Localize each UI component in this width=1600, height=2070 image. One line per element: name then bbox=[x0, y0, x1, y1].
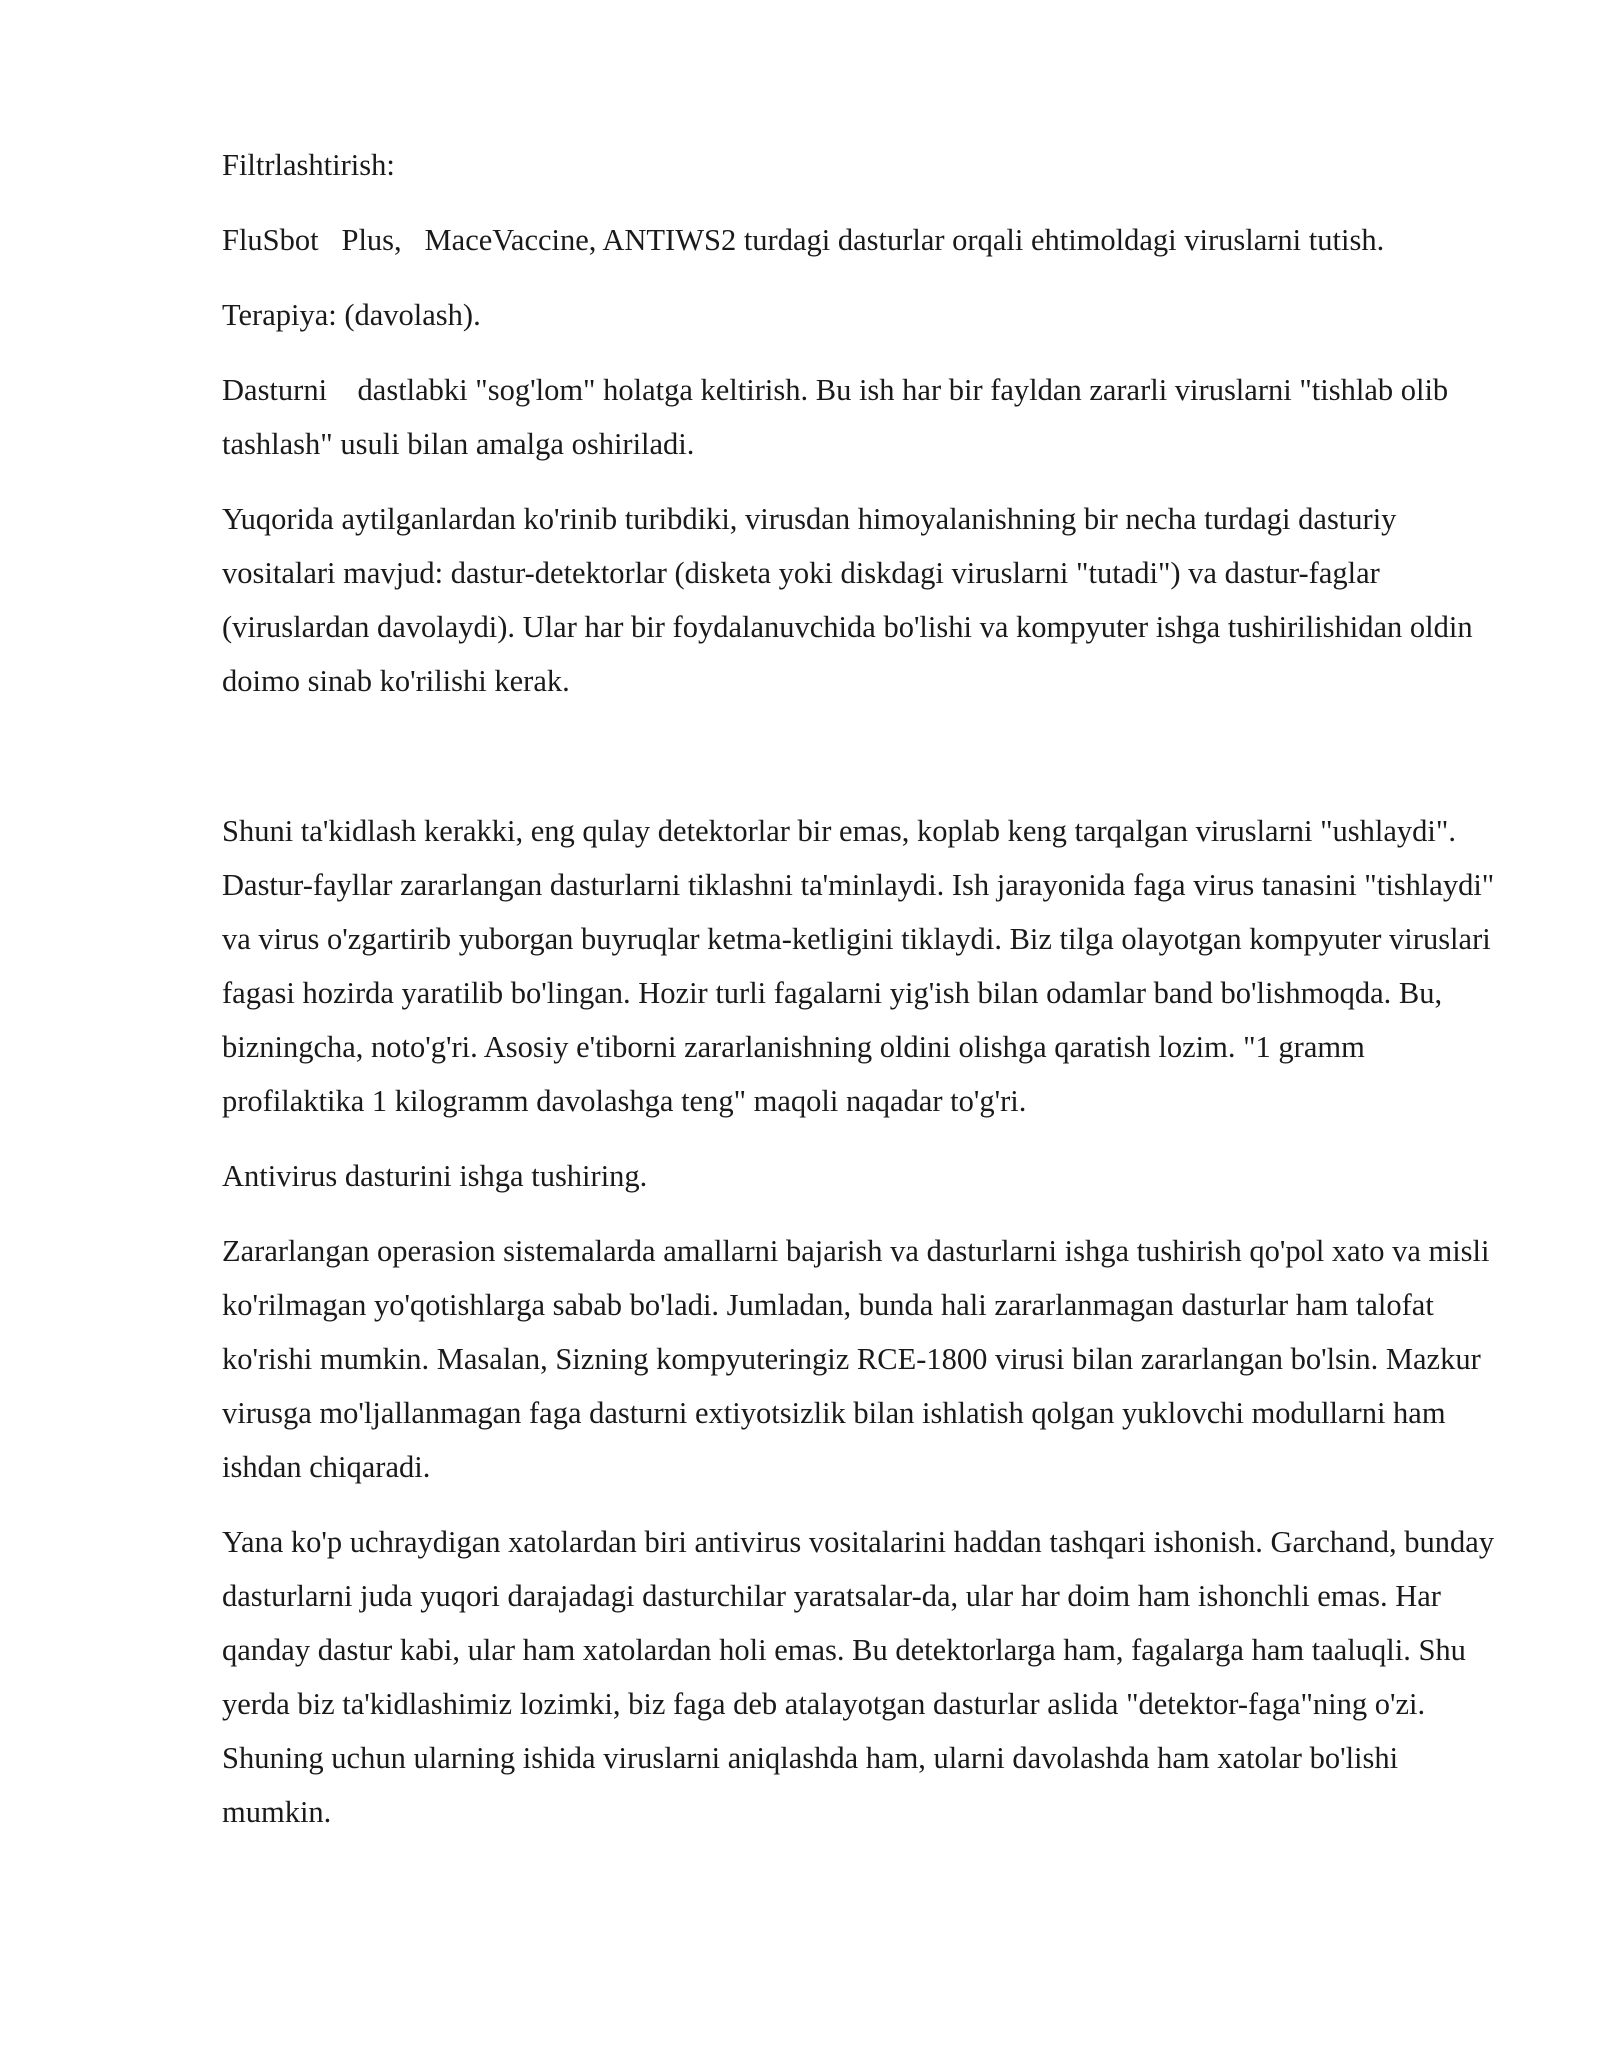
paragraph-heading-therapy: Terapiya: (davolash). bbox=[222, 298, 481, 332]
document-body bbox=[222, 138, 1502, 1860]
paragraph-run-antivirus: Antivirus dasturini ishga tushiring. bbox=[222, 1159, 648, 1193]
paragraph-infected-os: Zararlangan operasion sistemalarda amallarni bajarish va dasturlarni ishga tushirish qo'pol xato va misli ko'rilmagan yo'qotishlarga sabab bo'ladi. Jumladan, bunda hali zararlanmagan dasturlar ham talofat ko'rishi mumkin. Masalan, Sizning kompyuteringiz RCE-1800 virusi bilan zararlangan bo'lsin. Mazkur virusga mo'ljallanmagan faga dasturni extiyotsizlik bilan ishlatish qolgan yuklovchi modullarni ham ishdan chiqaradi. bbox=[222, 1234, 1498, 1484]
blank-line bbox=[222, 729, 1498, 804]
paragraph-protection-tools: Yuqorida aytilganlardan ko'rinib turibdiki, virusdan himoyalanishning bir necha turdagi dasturiy vositalari mavjud: dastur-detektorlar (disketa yoki diskdagi viruslarni "tutadi") va dastur-faglar (viruslardan davolaydi). Ular har bir foydalanuvchida bo'lishi va kompyuter ishga tushirilishidan oldin doimo sinab ko'rilishi kerak. bbox=[222, 502, 1481, 698]
paragraph-trust-errors: Yana ko'p uchraydigan xatolardan biri antivirus vositalarini haddan tashqari ishonish. Garchand, bunday dasturlarni juda yuqori darajadagi dasturchilar yaratsalar-da, ular har doim ham ishonchli emas. Har qanday dastur kabi, ular ham xatolardan holi emas. Bu detektorlarga ham, fagalarga ham taaluqli. Shu yerda biz ta'kidlashimiz lozimki, biz faga deb atalayotgan dasturlar aslida "detektor-faga"ning o'zi. Shuning uchun ularning ishida viruslarni aniqlashda ham, ularni davolashda ham xatolar bo'lishi mumkin. bbox=[222, 1525, 1502, 1829]
paragraph-restore-program: Dasturni dastlabki "sog'lom" holatga keltirish. Bu ish har bir fayldan zararli viruslarni "tishlab olib tashlash" usuli bilan amalga oshiriladi. bbox=[222, 373, 1456, 461]
paragraph-filter-tools: FluSbot Plus, MaceVaccine, ANTIWS2 turdagi dasturlar orqali ehtimoldagi viruslarni tutish. bbox=[222, 223, 1385, 257]
paragraph-heading-filtering: Filtrlashtirish: bbox=[222, 148, 395, 182]
paragraph-detectors: Shuni ta'kidlash kerakki, eng qulay detektorlar bir emas, koplab keng tarqalgan viruslarni "ushlaydi". Dastur-fayllar zararlangan dasturlarni tiklashni ta'minlaydi. Ish jarayonida faga virus tanasini "tishlaydi" va virus o'zgartirib yuborgan buyruqlar ketma-ketligini tiklaydi. Biz tilga olayotgan kompyuter viruslari fagasi hozirda yaratilib bo'lingan. Hozir turli fagalarni yig'ish bilan odamlar band bo'lishmoqda. Bu, bizningcha, noto'g'ri. Asosiy e'tiborni zararlanishning oldini olishga qaratish lozim. "1 gramm profilaktika 1 kilogramm davolashga teng" maqoli naqadar to'g'ri. bbox=[222, 814, 1502, 1118]
